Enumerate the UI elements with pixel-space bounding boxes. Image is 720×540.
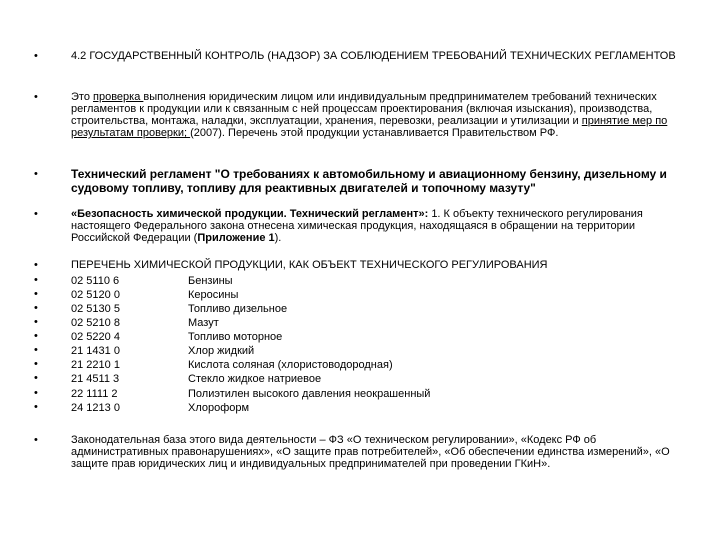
bullet-marker: •: [34, 316, 38, 328]
definition-part3: (2007). Перечень этой продукции устанавливается Правительством РФ.: [190, 127, 559, 139]
product-code: 02 5130 5: [71, 303, 120, 315]
bullet-marker: •: [34, 91, 38, 103]
bullet-marker: •: [34, 330, 38, 342]
bullet-marker: •: [34, 434, 38, 446]
product-name: Кислота соляная (хлористоводородная): [188, 359, 393, 371]
link-measures[interactable]: принятие мер по результатам проверки;: [71, 115, 668, 139]
product-name: Топливо моторное: [188, 331, 283, 343]
chemical-safety-body: 1. К объекту технического регулирования настоящего Федерального закона отнесена химическая продукция, находящаяся в обращении на территории Российской Федерации (: [71, 208, 643, 244]
product-code: 02 5110 6: [71, 275, 120, 287]
bullet-marker: •: [34, 302, 38, 314]
legislation-paragraph: Законодательная база этого вида деятельности – ФЗ «О техническом регулировании», «Кодекс РФ об административных правонарушениях», «О защите прав потребителей», «Об обеспечении единства измерений», «О защите прав юридических лиц и индивидуальных предпринимателей при проведении ГКиН».: [71, 434, 670, 470]
bullet-marker: •: [34, 168, 38, 180]
definition-part2: выполнения юридическим лицом или индивидуальным предпринимателем требований технических регламентов к продукции или к связанным с ней процессам проектирования (включая изыскания), производства, строительства, монтажа, наладки, эксплуатации, хранения, перевозки, реализации и утилизации и: [71, 91, 657, 127]
product-code: 02 5220 4: [71, 331, 120, 343]
bullet-marker: •: [34, 259, 38, 271]
chemical-safety-title: «Безопасность химической продукции. Технический регламент»:: [71, 208, 432, 220]
product-code: 22 1111 2: [71, 388, 118, 400]
product-code: 02 5210 8: [71, 317, 120, 329]
bullet-marker: •: [34, 208, 38, 220]
product-name: Полиэтилен высокого давления неокрашенный: [188, 388, 431, 400]
product-name: Топливо дизельное: [188, 303, 288, 315]
bullet-marker: •: [34, 358, 38, 370]
product-code: 21 4511 3: [71, 373, 120, 385]
bullet-marker: •: [34, 401, 38, 413]
chemical-safety-paragraph: [71, 208, 684, 244]
definition-part1: Это: [71, 91, 93, 103]
product-name: Мазут: [188, 317, 219, 329]
product-name: Керосины: [188, 289, 239, 301]
bullet-marker: •: [34, 344, 38, 356]
product-name: Стекло жидкое натриевое: [188, 373, 322, 385]
appendix-reference: Приложение 1: [197, 232, 275, 244]
product-list-heading: ПЕРЕЧЕНЬ ХИМИЧЕСКОЙ ПРОДУКЦИИ, КАК ОБЪЕКТ ТЕХНИЧЕСКОГО РЕГУЛИРОВАНИЯ: [71, 259, 548, 271]
fuel-regulation-text: Технический регламент "О требованиях к автомобильному и авиационному бензину, дизельному и судовому топливу, топливу для реактивных двигателей и топочному мазуту": [71, 167, 667, 195]
chemical-safety-end: ).: [274, 232, 282, 244]
section-heading: 4.2 ГОСУДАРСТВЕННЫЙ КОНТРОЛЬ (НАДЗОР) ЗА СОБЛЮДЕНИЕМ ТРЕБОВАНИЙ ТЕХНИЧЕСКИХ РЕГЛАМЕНТОВ: [71, 50, 676, 62]
bullet-marker: •: [34, 372, 38, 384]
bullet-marker: •: [34, 50, 38, 62]
product-code: 24 1213 0: [71, 402, 120, 414]
definition-paragraph: [71, 91, 684, 139]
link-inspection[interactable]: проверка: [93, 91, 144, 103]
product-code: 02 5120 0: [71, 289, 120, 301]
bullet-marker: •: [34, 274, 38, 286]
bullet-marker: •: [34, 387, 38, 399]
product-code: 21 2210 1: [71, 359, 120, 371]
product-code: 21 1431 0: [71, 345, 120, 357]
product-name: Хлороформ: [188, 402, 250, 414]
product-name: Бензины: [188, 275, 233, 287]
product-name: Хлор жидкий: [188, 345, 255, 357]
bullet-marker: •: [34, 288, 38, 300]
